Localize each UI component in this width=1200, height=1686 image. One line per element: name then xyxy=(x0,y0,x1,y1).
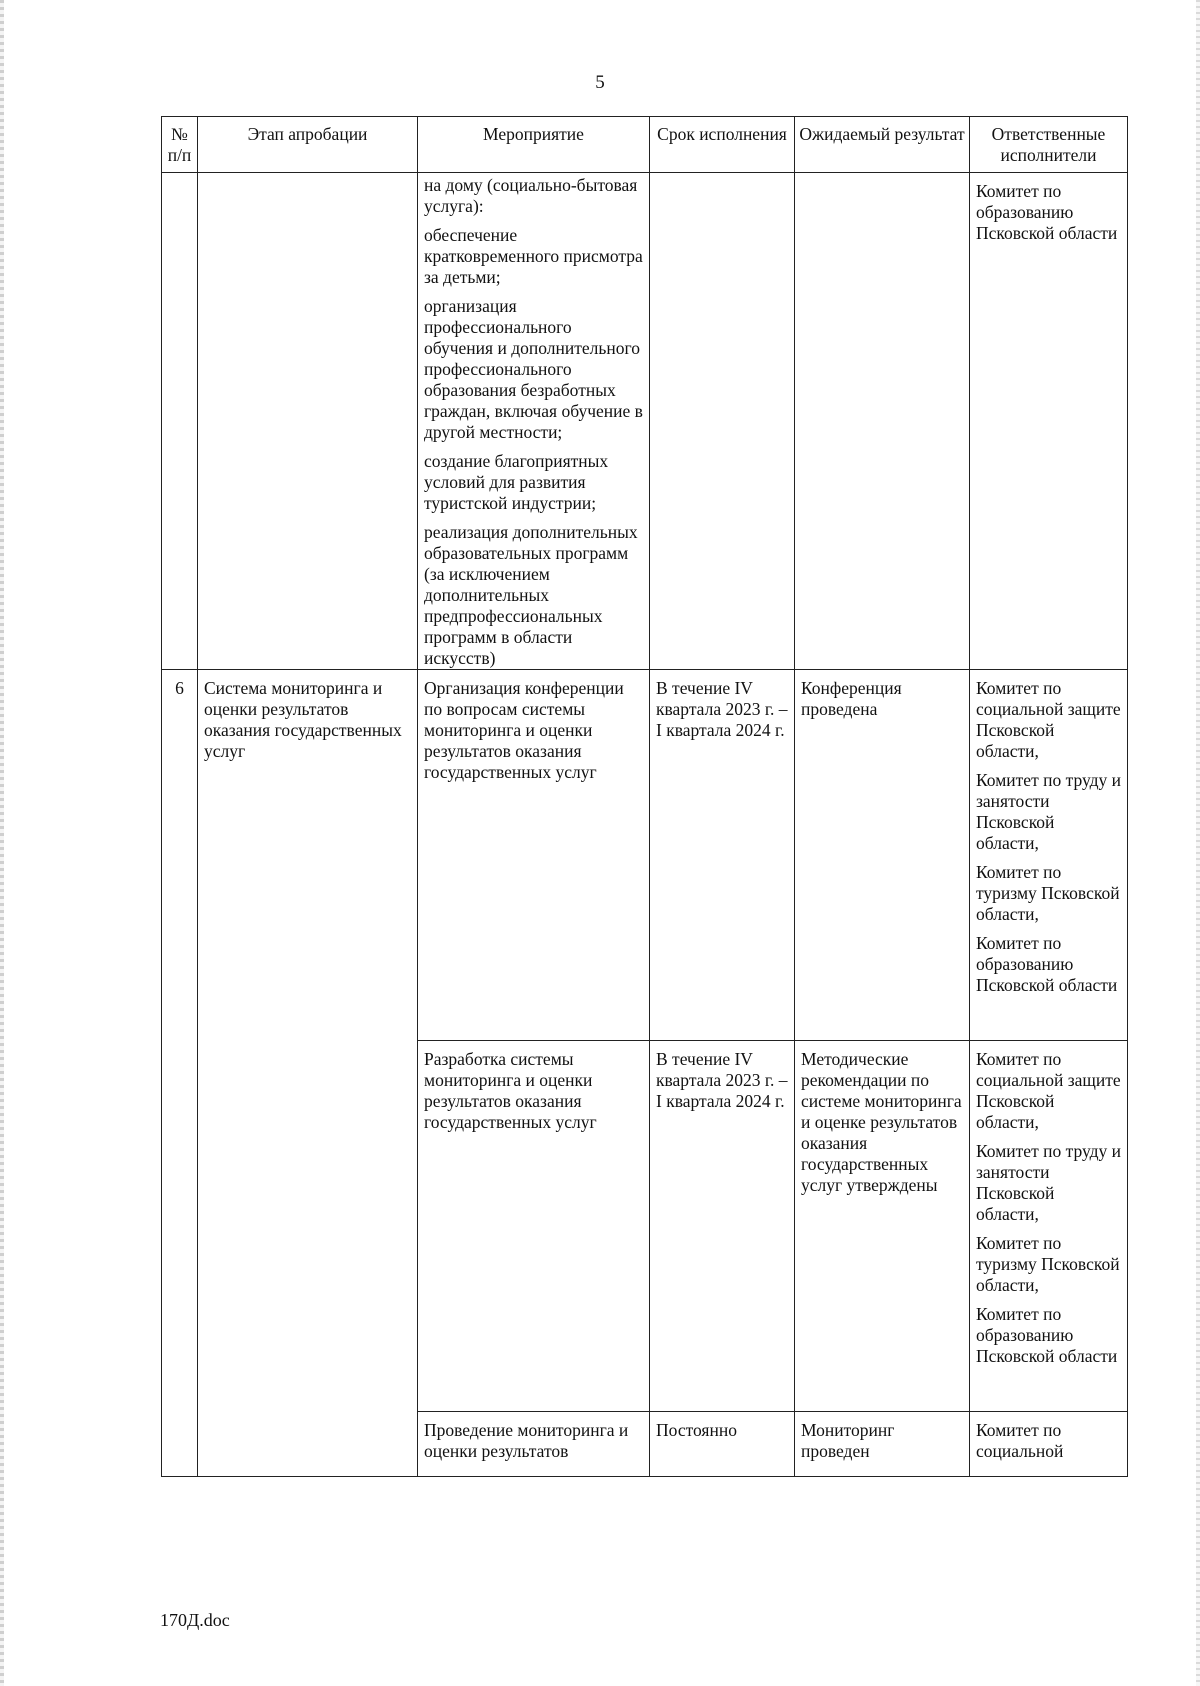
cell-responsible xyxy=(970,670,1128,1041)
responsible-entry: Комитет по образованию Псковской области xyxy=(976,181,1118,243)
cell-number: 6 xyxy=(162,670,198,1477)
cell-deadline: Постоянно xyxy=(650,1412,795,1477)
event-paragraph: на дому (социально-бытовая услуга): xyxy=(424,175,638,216)
cell-result: Методические рекомендации по системе мониторинга и оценке результатов оказания государственных услуг утверждены xyxy=(795,1041,970,1412)
cell-responsible xyxy=(970,1041,1128,1412)
header-stage: Этап апробации xyxy=(198,117,418,173)
responsible-entry: Комитет по образованию Псковской области xyxy=(976,1304,1118,1366)
scan-edge-right xyxy=(1196,0,1200,1686)
header-responsible: Ответственные исполнители xyxy=(970,117,1128,173)
event-paragraph: обеспечение кратковременного присмотра за детьми; xyxy=(424,225,643,287)
event-paragraph: реализация дополнительных образовательных программ (за исключением дополнительных предпрофессиональных программ в области искусств) xyxy=(424,522,638,668)
cell-result: Конференция проведена xyxy=(795,670,970,1041)
cell-event: Проведение мониторинга и оценки результатов xyxy=(418,1412,650,1477)
responsible-entry: Комитет по социальной защите Псковской области, xyxy=(976,678,1121,761)
cell-event: Организация конференции по вопросам системы мониторинга и оценки результатов оказания государственных услуг xyxy=(418,670,650,1041)
cell-event: Разработка системы мониторинга и оценки результатов оказания государственных услуг xyxy=(418,1041,650,1412)
cell-number xyxy=(162,173,198,670)
scan-edge-left xyxy=(0,0,4,1686)
cell-responsible xyxy=(970,1412,1128,1477)
cell-result: Мониторинг проведен xyxy=(795,1412,970,1477)
cell-result xyxy=(795,173,970,670)
cell-deadline: В течение IV квартала 2023 г. – I квартала 2024 г. xyxy=(650,670,795,1041)
table-row-continued xyxy=(162,173,1128,670)
cell-stage: Система мониторинга и оценки результатов оказания государственных услуг xyxy=(198,670,418,1477)
responsible-entry: Комитет по социальной защите Псковской области, xyxy=(976,1049,1121,1132)
cell-event xyxy=(418,173,650,670)
responsible-entry: Комитет по туризму Псковской области, xyxy=(976,1233,1120,1295)
table-row xyxy=(162,670,1128,1041)
event-paragraph: организация профессионального обучения и дополнительного профессионального образования безработных граждан, включая обучение в другой местности; xyxy=(424,296,643,442)
document-filename: 170Д.doc xyxy=(160,1610,230,1630)
responsible-entry: Комитет по социальной xyxy=(976,1420,1064,1461)
header-number: № п/п xyxy=(162,117,198,173)
responsible-entry: Комитет по образованию Псковской области xyxy=(976,933,1118,995)
table-header-row xyxy=(162,117,1128,173)
cell-stage xyxy=(198,173,418,670)
event-paragraph: создание благоприятных условий для развития туристской индустрии; xyxy=(424,451,609,513)
responsible-entry: Комитет по труду и занятости Псковской области, xyxy=(976,770,1122,853)
header-event: Мероприятие xyxy=(418,117,650,173)
header-result: Ожидаемый результат xyxy=(795,117,970,173)
cell-responsible xyxy=(970,173,1128,670)
responsible-entry: Комитет по труду и занятости Псковской области, xyxy=(976,1141,1122,1224)
page-number: 5 xyxy=(595,72,605,93)
responsible-entry: Комитет по туризму Псковской области, xyxy=(976,862,1120,924)
action-plan-table xyxy=(161,116,1128,1477)
cell-deadline xyxy=(650,173,795,670)
header-deadline: Срок исполнения xyxy=(650,117,795,173)
cell-deadline: В течение IV квартала 2023 г. – I квартала 2024 г. xyxy=(650,1041,795,1412)
